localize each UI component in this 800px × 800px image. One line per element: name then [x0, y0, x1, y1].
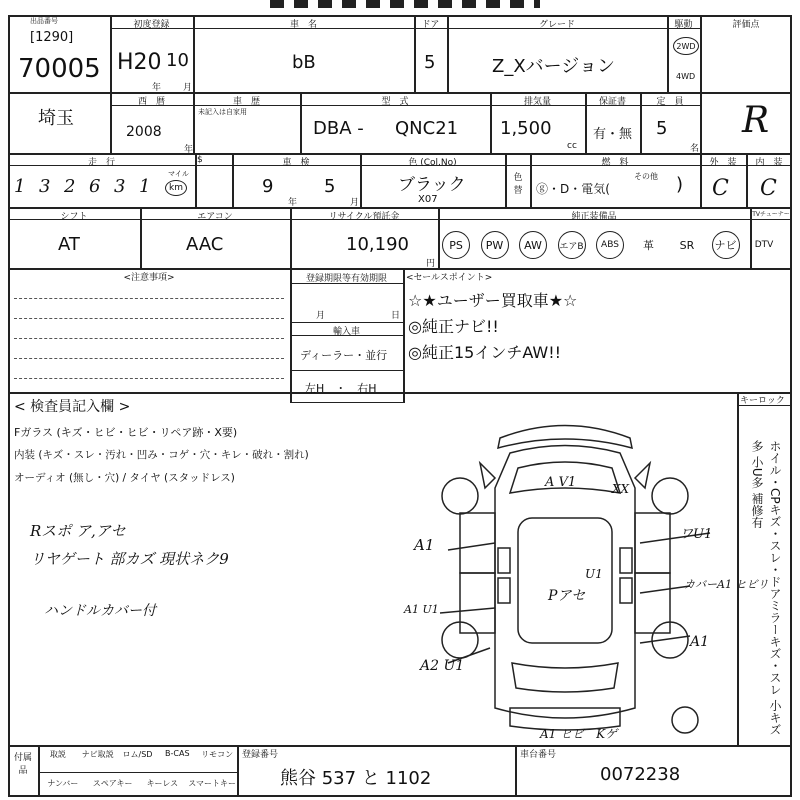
recycle-label: リサイクル預託金 — [328, 212, 400, 222]
reg-number-label: 登録番号 — [242, 750, 279, 760]
accessory-item: キーレス — [146, 779, 179, 788]
accessory-item: リモコン — [201, 750, 234, 759]
aircon-value: AAC — [186, 234, 224, 255]
capacity-value: 5 — [656, 118, 668, 139]
color-label: 色 (Col.No) — [408, 158, 457, 168]
reg-number: 熊谷 537 と 1102 — [280, 768, 432, 789]
equipment-row — [438, 223, 792, 265]
tuner-label: TVチューナー — [752, 211, 790, 218]
insp-year: 9 — [262, 176, 274, 197]
displacement-value: 1,500 — [500, 118, 552, 139]
mark-x: XX — [612, 482, 630, 496]
mark-center-u: U1 — [585, 567, 603, 581]
sheet-heading — [270, 0, 540, 8]
inspector-label: < 検査員記入欄 > — [14, 399, 131, 415]
fuel-other: その他 — [634, 172, 658, 181]
equipment-item: エアB — [558, 231, 586, 259]
insp-month-unit: 月 — [350, 198, 360, 208]
equipment-item: PS — [442, 231, 470, 259]
shift-value: AT — [58, 234, 80, 255]
mark-left-rear: A2 U1 — [420, 658, 465, 674]
rear-window — [512, 663, 618, 692]
accessories-label: 付属品 — [13, 753, 32, 776]
model-code: QNC21 — [395, 118, 459, 139]
reg-deadline-label: 登録期限等有効期限 — [305, 274, 387, 284]
wheel-front-left — [442, 478, 478, 514]
accessory-item: ナビ取説 — [81, 750, 114, 759]
lot-number: 70005 — [18, 54, 101, 84]
mileage-digit: 1 — [14, 176, 26, 197]
notes-label: <注意事項> — [123, 273, 175, 283]
fuel-value: ⓖ・D・電気( — [536, 182, 610, 196]
model-code-label: 型 式 — [381, 97, 409, 107]
exterior-label: 外 装 — [709, 158, 737, 168]
import-label: 輸入車 — [332, 327, 360, 337]
sales-point-2: ◎純正ナビ!! — [408, 317, 499, 336]
left-pillar-2 — [498, 578, 510, 603]
drive-4wd: 4WD — [676, 72, 696, 81]
left-pillar — [498, 548, 510, 573]
accessory-item: スペアキー — [92, 779, 133, 788]
right-rear-door — [635, 573, 670, 633]
exterior-score: C — [712, 176, 729, 201]
persons-label: 名 — [690, 144, 700, 154]
mileage-digit: 3 — [114, 176, 126, 197]
accessory-item: 取説 — [49, 750, 66, 759]
lot-bracket: [1290] — [30, 30, 74, 45]
reg-month-unit: 月 — [316, 311, 326, 321]
mileage-label: 走 行 — [87, 158, 115, 168]
left-front-door — [460, 513, 495, 573]
reg-day-unit: 日 — [391, 311, 401, 321]
audio-tire-line: オーディオ (無し・穴) / タイヤ (スタッドレス) — [14, 472, 235, 484]
region: 埼玉 — [38, 108, 74, 129]
equipment-item: ABS — [596, 231, 624, 259]
hand-note-3: ハンドルカバー付 — [44, 603, 156, 619]
km-circle: km — [165, 180, 187, 196]
mirror-left — [480, 463, 495, 488]
mark-left-quarter: A1 U1 — [404, 603, 439, 616]
spare-wheel — [672, 707, 698, 733]
accessory-item: B-CAS — [165, 749, 190, 758]
chassis-number: 0072238 — [600, 764, 681, 785]
grade-label: グレード — [538, 20, 575, 30]
mileage-digit: 1 — [139, 176, 151, 197]
mark-rear-bumper: A1 ヒビ Kゲ — [540, 727, 618, 741]
model-name: bB — [292, 52, 316, 73]
interior-line: 内装 (キズ・スレ・汚れ・凹み・コゲ・穴・キレ・破れ・割れ) — [14, 449, 309, 461]
insp-month: 5 — [324, 176, 336, 197]
color-code: X07 — [418, 194, 438, 205]
aircon-label: エアコン — [197, 212, 233, 222]
eval-label: 評価点 — [732, 20, 760, 30]
dealer-value: ディーラー・並行 — [300, 349, 388, 362]
cc-label: cc — [567, 141, 577, 151]
right-pillar-2 — [620, 578, 632, 603]
hand-note-2: リヤゲート 部カズ 現状ネク9 — [30, 550, 229, 568]
left-rear-door — [460, 573, 495, 633]
model-label: 車 名 — [289, 20, 317, 30]
s-unit-label: $ — [197, 155, 203, 165]
history-label: 車 歴 — [232, 97, 260, 107]
steering-value: 左H ・ 右H — [305, 382, 377, 395]
eval-score: R — [742, 100, 770, 141]
fuel-close: ) — [676, 174, 684, 195]
mirror-right — [635, 463, 650, 488]
displacement-label: 排気量 — [523, 97, 551, 107]
accessory-item: スマートキー — [188, 779, 237, 788]
inspection-label: 車 検 — [282, 158, 310, 168]
interior-score: C — [760, 176, 777, 201]
mark-right-mid: カバーA1 ヒビリ — [684, 578, 769, 591]
drive-label: 駆動 — [674, 20, 693, 30]
hand-note-1: Rスポ ア,アセ — [30, 522, 126, 540]
grade-value: Z_Xバージョン — [492, 56, 615, 77]
mileage-digit: 6 — [89, 176, 101, 197]
fglass-line: Fガラス (キズ・ヒビ・ヒビ・リペア跡・X要) — [14, 426, 238, 439]
equipment-item: SR — [679, 238, 695, 252]
wheel-front-right — [652, 478, 688, 514]
western-year: 2008 — [126, 124, 162, 140]
equipment-item: ナビ — [712, 231, 740, 259]
accessory-item: ナンバー — [47, 779, 79, 788]
equipment-item: PW — [481, 231, 509, 259]
capacity-label: 定 員 — [656, 97, 684, 107]
mark-right-front: ワU1 — [680, 527, 713, 542]
first-reg-label: 初度登録 — [133, 20, 170, 30]
mark-left-door: A1 — [414, 536, 435, 554]
insp-year-unit: 年 — [288, 198, 298, 208]
year-short-label: 年 — [184, 145, 194, 155]
warranty-value: 有・無 — [593, 127, 633, 142]
pointer-right-rear — [640, 636, 690, 643]
side-notes: ホイル・CPキズ・スレ・ドアミラーキズ・スレ 小キズ多 小U多 補修有 — [750, 440, 782, 736]
factory-label: 純正装備品 — [571, 212, 617, 222]
western-label: 西 暦 — [137, 97, 165, 107]
mileage-digit: 3 — [39, 176, 51, 197]
fuel-label: 燃 料 — [601, 158, 629, 168]
chassis-label: 車台番号 — [520, 750, 557, 760]
lot-label: 出品番号 — [30, 17, 58, 25]
sales-points-label: <セールスポイント> — [406, 273, 493, 283]
color-change: 色替 — [513, 173, 523, 196]
yen-label: 円 — [426, 259, 436, 269]
era-label: 年 — [152, 83, 162, 93]
model-code-prefix: DBA - — [313, 118, 364, 139]
reg-month: 10 — [166, 50, 189, 71]
drive-2wd-circle: 2WD — [673, 37, 699, 55]
accessories-grid — [38, 745, 237, 797]
sales-point-3: ◎純正15インチAW!! — [408, 343, 562, 362]
equipment-item: 革 — [643, 239, 654, 252]
sales-point-1: ☆★ユーザー買取車★☆ — [408, 291, 578, 310]
mileage-digits — [14, 176, 164, 202]
mark-center: Pアセ — [548, 588, 586, 604]
pointer-right-mid — [640, 586, 690, 593]
history-note: 未記入は自家用 — [198, 108, 247, 116]
month-label: 月 — [183, 83, 193, 93]
doors-value: 5 — [424, 52, 436, 73]
key-lock-label: キーロック — [740, 396, 785, 406]
pointer-left-door — [448, 543, 495, 550]
interior-label: 内 装 — [755, 158, 783, 168]
doors-label: ドア — [421, 20, 440, 30]
mark-right-rear: A1 — [690, 634, 710, 650]
pointer-left-quarter — [440, 608, 495, 613]
equipment-item: AW — [519, 231, 547, 259]
mileage-digit: 2 — [64, 176, 76, 197]
accessory-item: ロム/SD — [122, 750, 153, 759]
recycle-value: 10,190 — [346, 234, 409, 255]
color-name: ブラック — [398, 175, 466, 195]
equipment-item: DTV — [754, 240, 774, 250]
era-year: H20 — [117, 50, 162, 75]
shift-label: シフト — [60, 212, 88, 222]
mile-label: マイル — [168, 170, 189, 178]
right-pillar — [620, 548, 632, 573]
warranty-label: 保証書 — [598, 97, 626, 107]
mark-front-roof: A V1 — [545, 475, 577, 490]
roof-front-bar — [498, 426, 632, 449]
